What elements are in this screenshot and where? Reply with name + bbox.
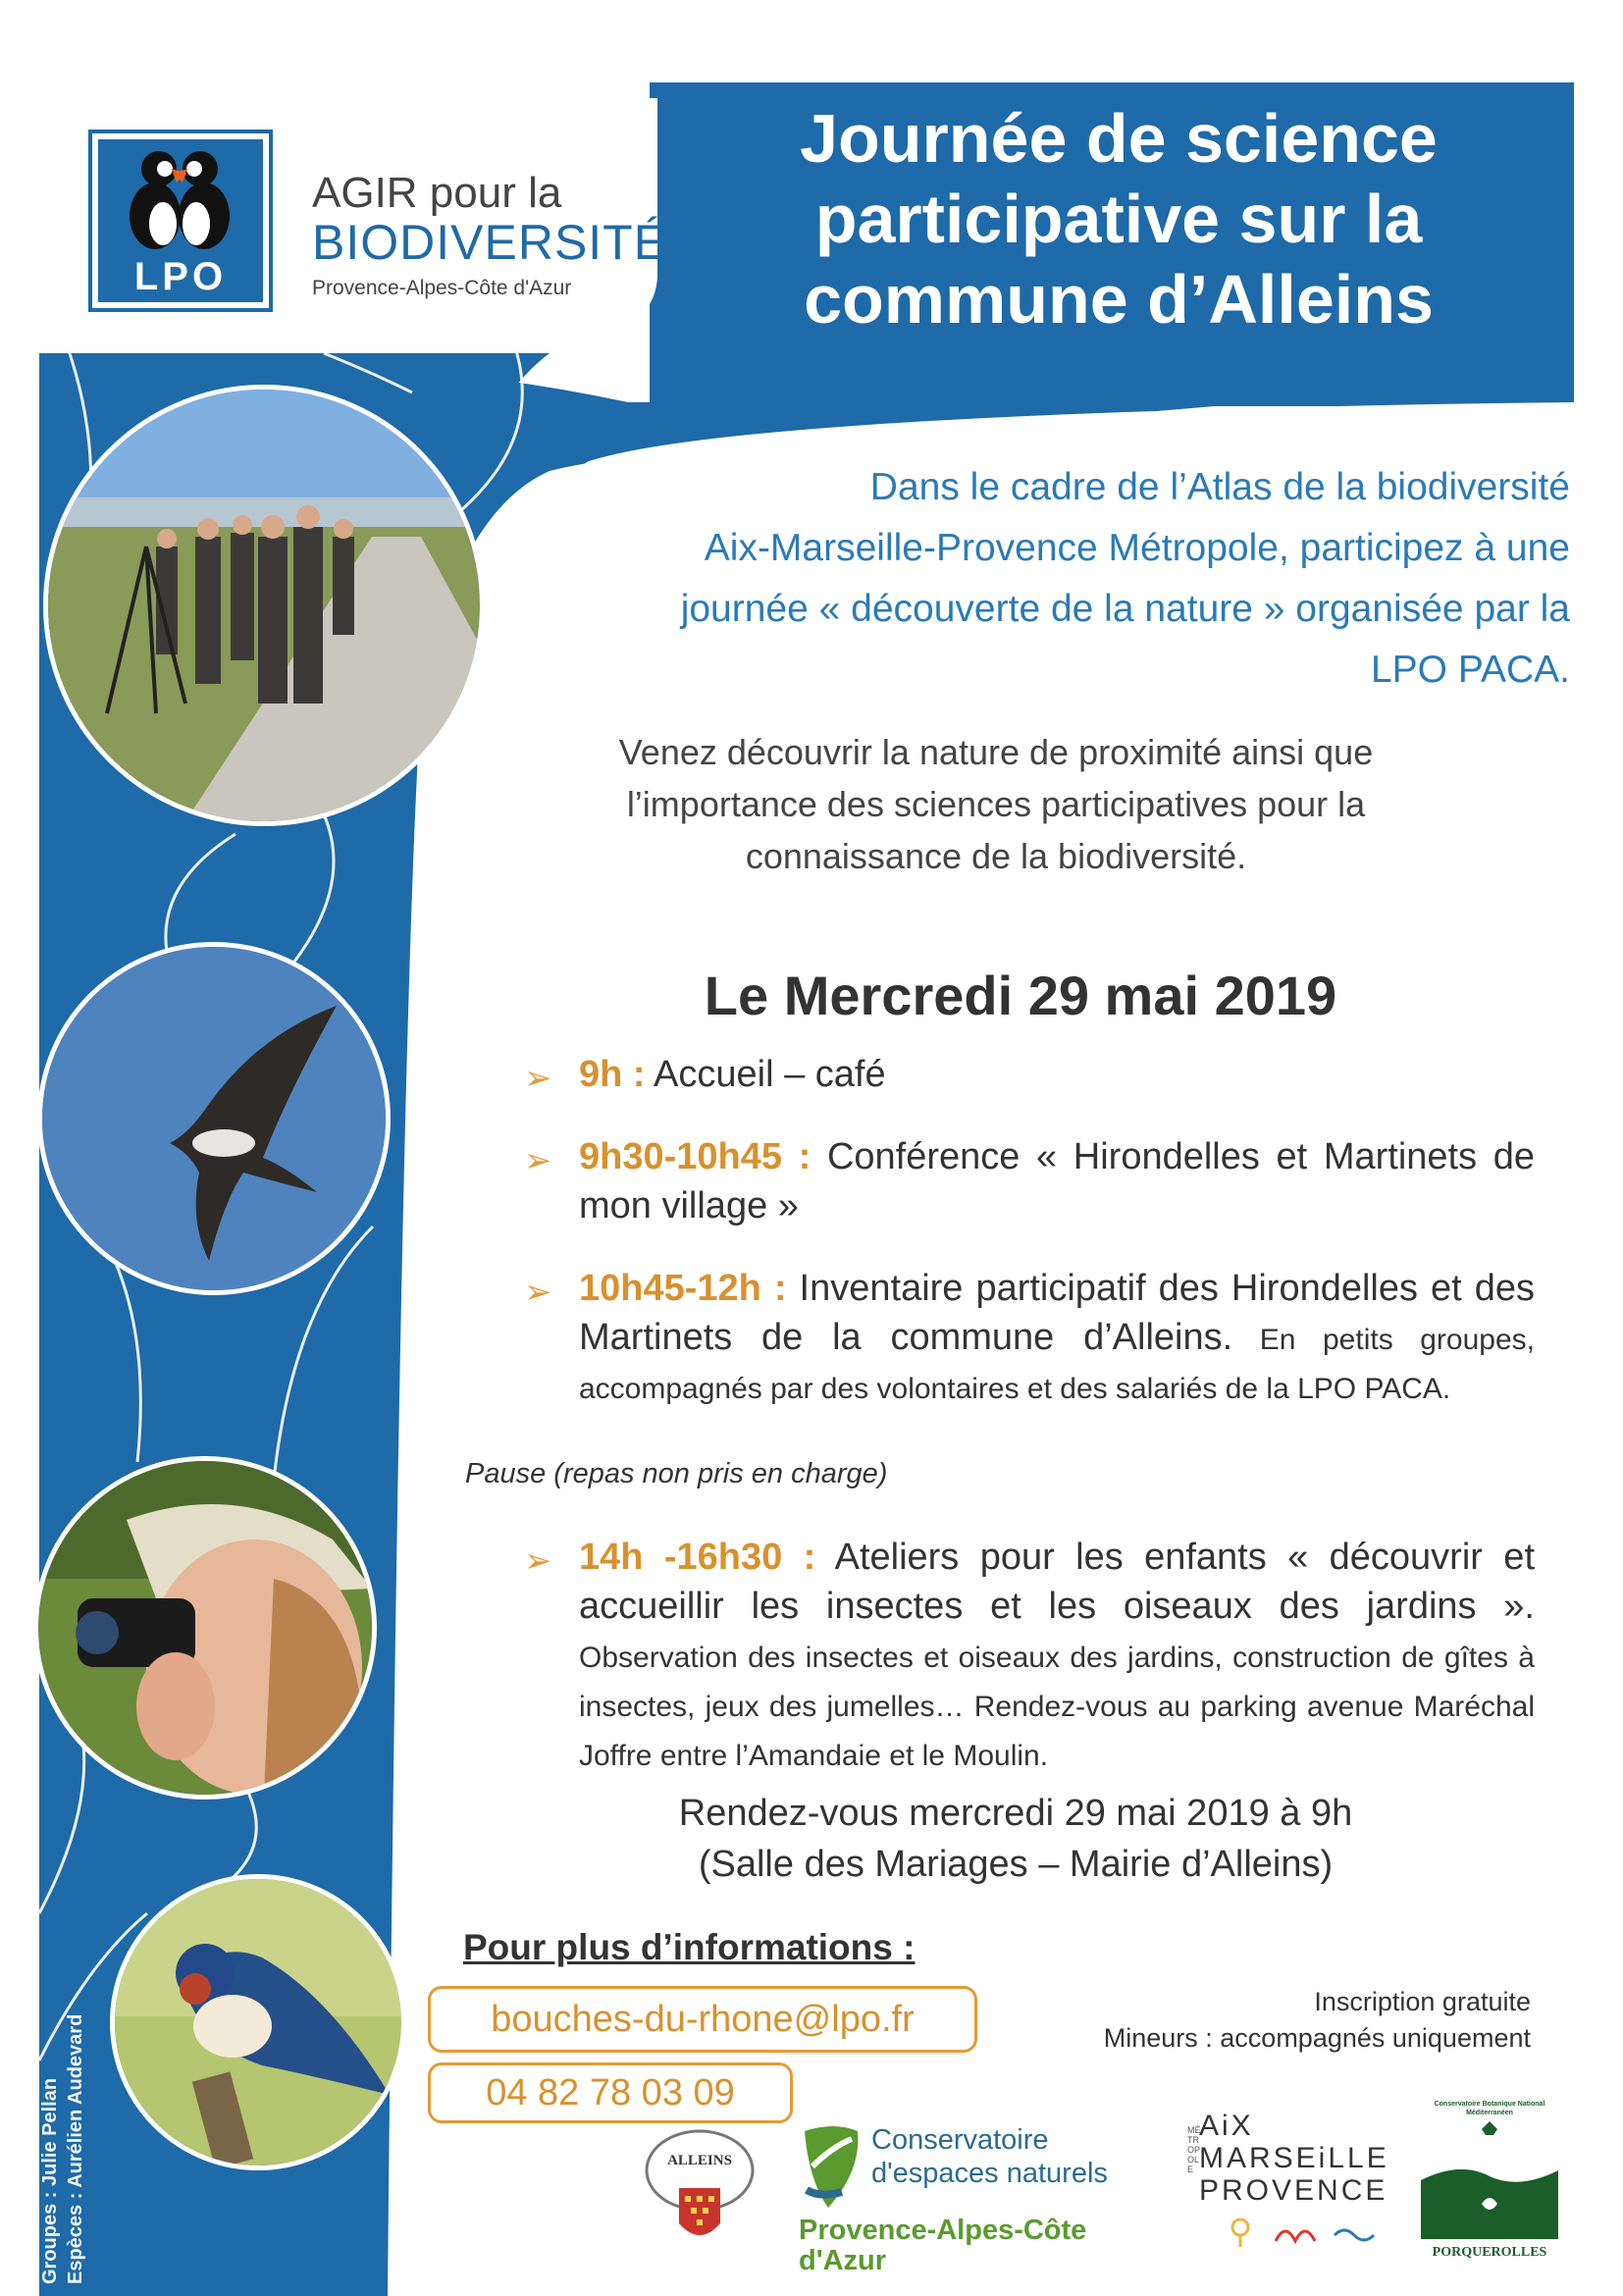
- phone-link[interactable]: 04 82 78 03 09: [428, 2062, 793, 2123]
- sub-intro-line-1: Venez découvrir la nature de proximité ainsi que: [618, 732, 1374, 772]
- credit-line-2: Espèces : Aurélien Audevard: [65, 2013, 86, 2284]
- porquerolles-emblem: [1421, 2121, 1558, 2239]
- sub-intro-text: [510, 726, 1482, 882]
- flying-swallow-photo: [37, 942, 391, 1295]
- program-item: [524, 1050, 1535, 1099]
- program-time: 9h :: [579, 1054, 646, 1095]
- aix-line-3: PROVENCE: [1199, 2174, 1388, 2207]
- perched-swallow-photo: [110, 1874, 406, 2170]
- intro-line-1: Dans le cadre de l’Atlas de la biodiversité: [869, 466, 1570, 508]
- birdwatchers-photo: [43, 385, 485, 826]
- aix-line-1: AiX: [1199, 2110, 1254, 2142]
- intro-line-2: Aix-Marseille-Provence Métropole, participez à une: [704, 527, 1570, 569]
- puffin-icon: [98, 139, 263, 257]
- conservatoire-line-1: Conservatoire: [871, 2124, 1049, 2156]
- program-time: 14h -16h30 :: [579, 1537, 816, 1578]
- program-text: Conférence « Hirondelles et Martinets de mon village »: [579, 1136, 1535, 1226]
- arrow-bullet-icon: ➢: [524, 1274, 552, 1311]
- aix-wave-icons: [1227, 2214, 1423, 2253]
- porquerolles-logo: [1421, 2100, 1558, 2269]
- registration-line-2: Mineurs : accompagnés uniquement: [1103, 2023, 1531, 2053]
- alleins-logo-text: ALLEINS: [667, 2153, 732, 2168]
- photo-credits: [37, 2014, 88, 2284]
- aix-marseille-provence-logo: [1187, 2110, 1393, 2267]
- conservatoire-logo: [799, 2121, 1181, 2276]
- intro-line-4: LPO PACA.: [1370, 649, 1570, 691]
- intro-text: [491, 457, 1570, 701]
- agir-heading: [312, 169, 561, 218]
- title-line-2: participative sur la: [814, 181, 1423, 257]
- leaf-icon: [799, 2121, 864, 2210]
- agir-light: pour la: [417, 169, 562, 217]
- sub-intro-line-3: connaissance de la biodiversité.: [745, 836, 1247, 876]
- program-item: [524, 1533, 1535, 1778]
- porquerolles-bottom-text: PORQUEROLLES: [1432, 2245, 1547, 2260]
- registration-note: [1060, 1984, 1531, 2057]
- aix-line-2: MARSEiLLE: [1199, 2142, 1389, 2174]
- porquerolles-top-text: Conservatoire Botanique National Méditerranéen: [1434, 2101, 1545, 2116]
- arrow-bullet-icon: ➢: [524, 1142, 552, 1179]
- program-time: 10h45-12h :: [579, 1268, 787, 1309]
- pause-note: Pause (repas non pris en charge): [465, 1458, 888, 1489]
- info-heading: Pour plus d’informations :: [463, 1927, 916, 1967]
- lpo-logo-text: LPO: [133, 255, 228, 298]
- conservatoire-line-2: d'espaces naturels: [871, 2158, 1108, 2189]
- arrow-bullet-icon: ➢: [524, 1060, 552, 1097]
- credit-line-1: Groupes : Julie Pellan: [39, 2077, 61, 2284]
- program-time: 9h30-10h45 :: [579, 1136, 812, 1177]
- program-text: Ateliers pour les enfants « découvrir et accueillir les insectes et les oiseaux des jardins ».: [579, 1537, 1535, 1627]
- agir-bold: AGIR: [312, 169, 418, 217]
- program-text: Inventaire participatif des Hirondelles et des Martinets de la commune d’Alleins.: [579, 1268, 1535, 1358]
- metropole-vertical-text: MÉTROPOLE: [1187, 2125, 1201, 2174]
- biodiversite-heading: BIODIVERSITÉ: [312, 215, 668, 270]
- meeting-point-line-2: (Salle des Mariages – Mairie d’Alleins): [698, 1844, 1334, 1885]
- sub-intro-line-2: l’importance des sciences participatives pour la: [626, 784, 1366, 824]
- arrow-bullet-icon: ➢: [524, 1542, 552, 1580]
- event-date-heading: Le Mercredi 29 mai 2019: [704, 965, 1337, 1026]
- alleins-logo: [642, 2125, 758, 2255]
- title-line-3: commune d’Alleins: [804, 261, 1434, 338]
- conservatoire-line-3: Provence-Alpes-Côte d'Azur: [799, 2215, 1087, 2276]
- email-link[interactable]: bouches-du-rhone@lpo.fr: [428, 1986, 977, 2053]
- meeting-point-line-1: Rendez-vous mercredi 29 mai 2019 à 9h: [678, 1793, 1353, 1834]
- page-title: [687, 98, 1550, 339]
- title-line-1: Journée de science: [800, 100, 1438, 177]
- registration-line-1: Inscription gratuite: [1314, 1987, 1531, 2016]
- region-label: Provence-Alpes-Côte d'Azur: [312, 277, 572, 299]
- program-detail: Observation des insectes et oiseaux des jardins, construction de gîtes à insectes, jeux des jumelles… Rendez-vous au parking avenue Maréchal Joffre entre l’Amandaie et le Moulin.: [579, 1642, 1535, 1772]
- program-detail: En petits groupes, accompagnés par des volontaires et des salariés de la LPO PACA.: [579, 1324, 1535, 1405]
- intro-line-3: journée « découverte de la nature » organisée par la: [680, 588, 1570, 630]
- program-text: Accueil – café: [645, 1054, 886, 1095]
- child-with-binoculars-photo: [33, 1456, 377, 1800]
- program-item: [524, 1264, 1535, 1411]
- program-item: [524, 1132, 1535, 1230]
- meeting-point: [510, 1788, 1521, 1890]
